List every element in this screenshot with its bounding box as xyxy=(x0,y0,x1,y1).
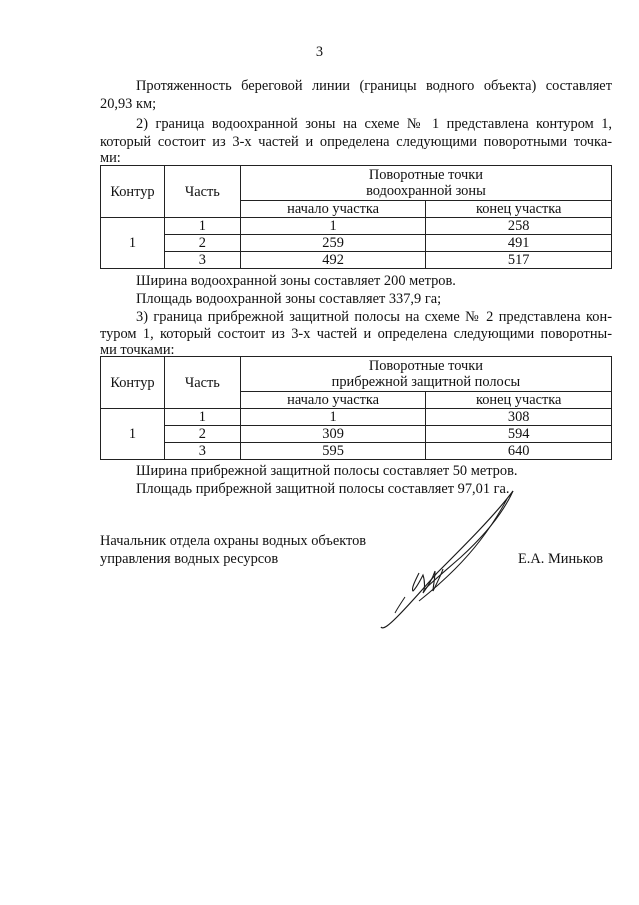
table-cell-end: 258 xyxy=(426,218,612,235)
coastal-strip-width: Ширина прибрежной защитной полосы составляет 50 метров. xyxy=(136,463,518,479)
table-row xyxy=(101,409,612,426)
table-cell-end: 594 xyxy=(426,426,612,443)
signatory-position-line1: Начальник отдела охраны водных объектов xyxy=(100,533,367,549)
table-header-points-line1: Поворотные точки xyxy=(368,358,483,374)
paragraph-coastal-strip-line1: 3) граница прибрежной защитной полосы на схеме № 2 представлена кон- xyxy=(136,309,612,325)
table-cell-start: 309 xyxy=(240,426,426,443)
table-subheader-end: конец участка xyxy=(426,201,612,218)
handwritten-signature xyxy=(375,485,535,635)
table-cell-end: 640 xyxy=(426,443,612,460)
table-subheader-end: конец участка xyxy=(426,392,612,409)
table-header-points-line2: водоохранной зоны xyxy=(366,183,486,199)
table-header-points xyxy=(240,166,611,201)
table-cell-part: 2 xyxy=(164,235,240,252)
paragraph-water-zone-line3: ми: xyxy=(100,150,121,166)
coastal-strip-table xyxy=(100,356,612,460)
table-cell-start: 595 xyxy=(240,443,426,460)
table-row xyxy=(101,426,612,443)
table-header-contour: Контур xyxy=(101,166,165,218)
table-header-points-line1: Поворотные точки xyxy=(368,167,483,183)
table-cell-end: 517 xyxy=(426,252,612,269)
paragraph-coastal-strip-line2: туром 1, который состоит из 3-х частей и определена следующими поворотны- xyxy=(100,326,612,342)
table-cell-contour: 1 xyxy=(101,218,165,269)
paragraph-water-zone-line2: который состоит из 3-х частей и определена следующими поворотными точка- xyxy=(100,134,612,150)
table-cell-part: 3 xyxy=(164,252,240,269)
paragraph-shoreline-line2: 20,93 км; xyxy=(100,96,157,112)
table-cell-part: 2 xyxy=(164,426,240,443)
coastal-strip-area: Площадь прибрежной защитной полосы составляет 97,01 га. xyxy=(136,481,510,497)
table-cell-part: 3 xyxy=(164,443,240,460)
table-cell-start: 1 xyxy=(240,409,426,426)
table-header-contour: Контур xyxy=(101,357,165,409)
paragraph-shoreline-line1: Протяженность береговой линии (границы водного объекта) составляет xyxy=(136,78,612,94)
table-cell-start: 492 xyxy=(240,252,426,269)
water-zone-area: Площадь водоохранной зоны составляет 337,9 га; xyxy=(136,291,442,307)
table-header-points xyxy=(240,357,611,392)
table-row xyxy=(101,252,612,269)
table-subheader-start: начало участка xyxy=(240,201,426,218)
table-cell-start: 1 xyxy=(240,218,426,235)
table-cell-contour: 1 xyxy=(101,409,165,460)
water-zone-table xyxy=(100,165,612,269)
signatory-name: Е.А. Миньков xyxy=(518,551,603,567)
table-cell-start: 259 xyxy=(240,235,426,252)
paragraph-water-zone-line1: 2) граница водоохранной зоны на схеме № 1 представлена контуром 1, xyxy=(136,116,612,132)
table-row xyxy=(101,443,612,460)
paragraph-coastal-strip-line3: ми точками: xyxy=(100,342,175,358)
water-zone-width: Ширина водоохранной зоны составляет 200 метров. xyxy=(136,273,456,289)
table-cell-end: 491 xyxy=(426,235,612,252)
table-header-points-line2: прибрежной защитной полосы xyxy=(331,374,521,390)
table-row xyxy=(101,218,612,235)
table-cell-part: 1 xyxy=(164,409,240,426)
page-number: 3 xyxy=(315,44,324,60)
table-cell-part: 1 xyxy=(164,218,240,235)
table-header-part: Часть xyxy=(164,166,240,218)
table-header-part: Часть xyxy=(164,357,240,409)
table-cell-end: 308 xyxy=(426,409,612,426)
table-row xyxy=(101,235,612,252)
table-subheader-start: начало участка xyxy=(240,392,426,409)
signatory-position-line2: управления водных ресурсов xyxy=(100,551,279,567)
